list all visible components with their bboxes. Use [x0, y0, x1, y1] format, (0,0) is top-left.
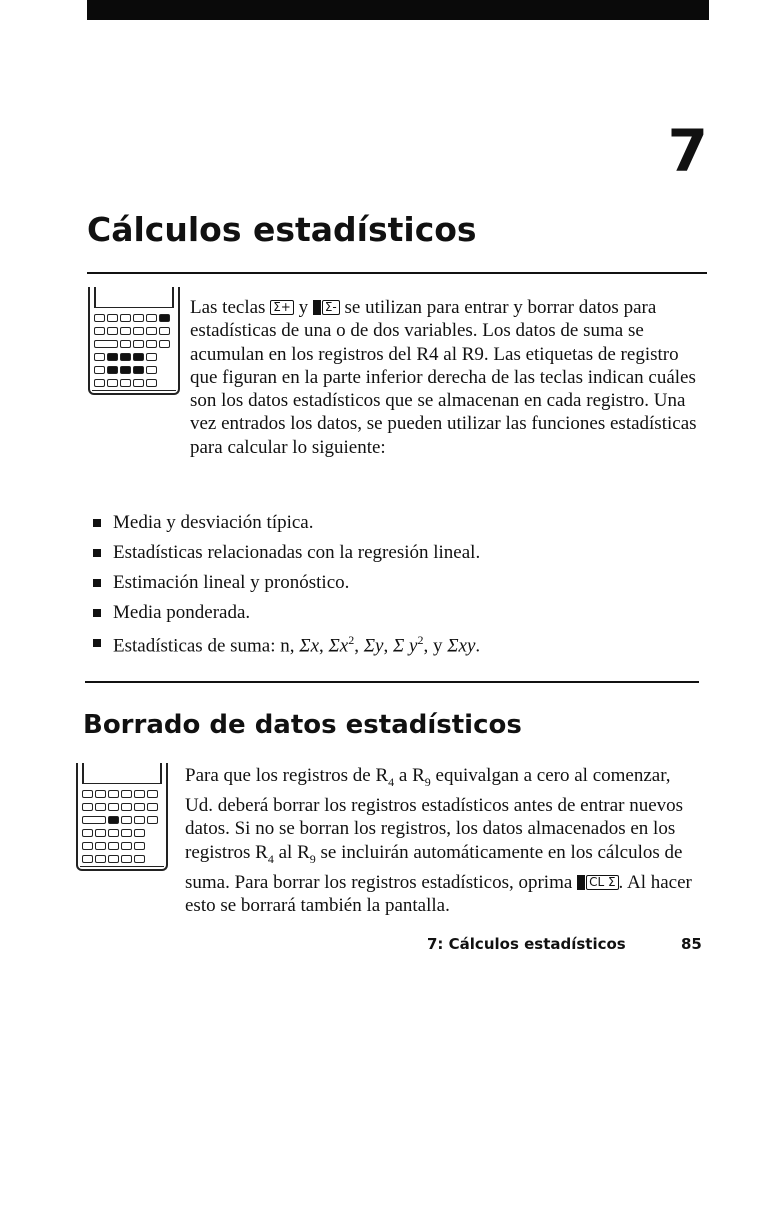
sigma-plus-key-icon: Σ+	[270, 300, 294, 315]
bullet-icon	[93, 639, 101, 647]
section-title: Borrado de datos estadísticos	[83, 710, 522, 740]
clear-sigma-key-icon: CL Σ	[586, 875, 618, 890]
footer-title: 7: Cálculos estadísticos	[427, 935, 626, 953]
list-item: Media ponderada.	[93, 598, 480, 628]
list-item: Estimación lineal y pronóstico.	[93, 568, 480, 598]
list-item: Estadísticas de suma: n, Σx, $\Sigma x^2$, Σy, Σ $y^2$, y Σxy.	[93, 628, 480, 658]
keyboard-icon	[88, 287, 180, 395]
sigma-minus-key-icon: Σ-	[322, 300, 340, 315]
chapter-title: Cálculos estadísticos	[87, 210, 477, 249]
list-item: Estadísticas relacionadas con la regresión lineal.	[93, 538, 480, 568]
clear-paragraph: Para que los registros de $R_4$ a $R_9$ equivalgan a cero al comenzar, Ud. deberá borrar los registros estadísticos antes de entrar nuevos datos. Si no se borran los registros, los datos almacenados en los registros $R_4$ al $R_9$ se incluirán automáticamente en los cálculos de suma. Para borrar los registros estadísticos, oprima CL Σ . Al hacer esto se borrará también la pantalla.	[185, 765, 692, 917]
shift-key-icon	[577, 875, 585, 890]
divider-rule	[87, 272, 707, 274]
bullet-icon	[93, 519, 101, 527]
bullet-icon	[93, 609, 101, 617]
intro-paragraph: Las teclas Σ+ y Σ- se utilizan para entrar y borrar datos para estadísticas de una o de dos variables. Los datos de suma se acumulan en los registros del R4 al R9. Las etiquetas de registro que figuran en la parte inferior derecha de las teclas indican cuáles son los datos estadísticos que se almacenan en cada registro. Una vez entrados los datos, se pueden utilizar las funciones estadísticas para calcular lo siguiente:	[190, 297, 697, 458]
list-item: Media y desviación típica.	[93, 508, 480, 538]
page-number: 85	[681, 935, 702, 953]
function-list	[93, 508, 480, 658]
keyboard-icon	[76, 763, 168, 871]
bullet-icon	[93, 549, 101, 557]
divider-rule	[85, 681, 699, 683]
chapter-number: 7	[667, 117, 708, 185]
shift-key-icon	[313, 300, 321, 315]
bullet-icon	[93, 579, 101, 587]
top-bar	[87, 0, 709, 20]
